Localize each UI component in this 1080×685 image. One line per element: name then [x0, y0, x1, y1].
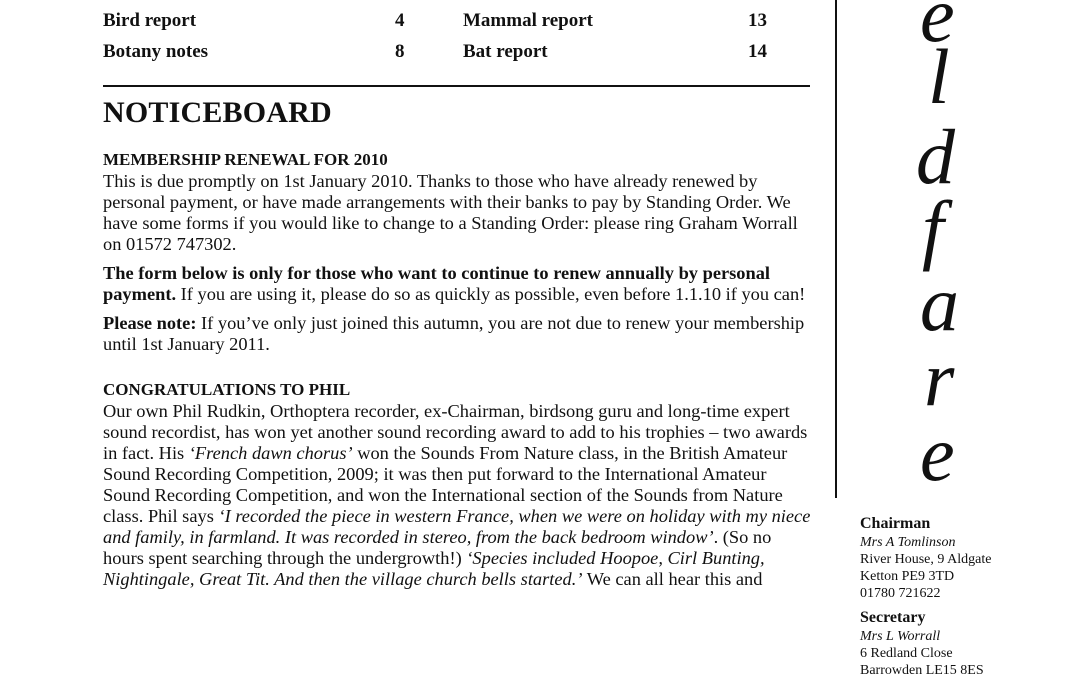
- contents-title[interactable]: Bat report: [463, 41, 548, 62]
- chairman-name: Mrs A Tomlinson: [860, 535, 956, 550]
- body-text: If you are using it, please do so as quickly as possible, even before 1.1.10 if you can!: [176, 284, 806, 304]
- masthead-title: [860, 0, 1020, 500]
- secretary-address-line: Barrowden LE15 8ES: [860, 663, 984, 678]
- secretary-address-line: 6 Redland Close: [860, 646, 953, 661]
- contents-table: [103, 0, 810, 85]
- column-divider: [835, 0, 837, 498]
- italic-text: ‘Species included Hoopoe, Cirl Bunting, Nightingale, Great Tit. And then the village church bells started.’: [103, 548, 765, 589]
- chairman-phone: 01780 721622: [860, 586, 941, 601]
- masthead-letter: d: [916, 113, 955, 200]
- chairman-address-line: Ketton PE9 3TD: [860, 569, 955, 584]
- italic-text: ‘French dawn chorus’: [188, 443, 353, 463]
- chairman-block: [860, 514, 1075, 602]
- masthead-letter: a: [920, 260, 959, 347]
- italic-text: ‘I recorded the piece in western France, when we were on holiday with my niece and family, in farmland. It was recorded in stereo, from the back bedroom window’: [103, 506, 811, 547]
- masthead-letter: e: [920, 410, 955, 497]
- body-text: . (So no hours spent searching through the undergrowth!): [103, 527, 772, 568]
- body-text: If you’ve only just joined this autumn, you are not due to renew your membership until 1st January 2011.: [103, 313, 805, 354]
- main-column: [103, 97, 815, 590]
- secretary-block: [860, 608, 1075, 679]
- chairman-heading: Chairman: [860, 515, 931, 532]
- contents-title[interactable]: Mammal report: [463, 10, 593, 31]
- contents-page: 13: [748, 10, 767, 31]
- masthead-letter: r: [924, 335, 955, 422]
- masthead-letter: l: [928, 33, 950, 120]
- contents-row: [103, 10, 810, 40]
- chairman-address-line: River House, 9 Aldgate: [860, 552, 992, 567]
- membership-form-note: [103, 263, 815, 305]
- bold-text: The form below is only for those who want to continue to renew annually by personal payment.: [103, 263, 771, 304]
- congratulations-heading: CONGRATULATIONS TO PHIL: [103, 380, 351, 399]
- contents-row: [103, 41, 810, 71]
- masthead-letter: e: [920, 0, 955, 58]
- congratulations-paragraph: [103, 401, 815, 590]
- body-text: won the Sounds From Nature class, in the British Amateur Sound Recording Competition, 2009; it was then put forward to the International Amateur Sound Recording Competition, and won the International section of the Sounds from Nature class. Phil says: [103, 443, 788, 526]
- contents-page: 14: [748, 41, 767, 62]
- contents-page: 8: [395, 41, 405, 62]
- bold-text: Please note:: [103, 313, 197, 333]
- masthead-letter: f: [922, 185, 944, 272]
- contents-page: 4: [395, 10, 405, 31]
- officers-sidebar: [860, 514, 1075, 685]
- membership-paragraph: This is due promptly on 1st January 2010. Thanks to those who have already renewed by personal payment, or have made arrangements with their banks to pay by Standing Order. We have some forms if you would like to change to a Standing Order: please ring Graham Worrall on 01572 747302.: [103, 171, 798, 254]
- secretary-name: Mrs L Worrall: [860, 629, 941, 644]
- body-text: We can all hear this and: [582, 569, 763, 589]
- membership-note: [103, 313, 815, 355]
- contents-title[interactable]: Botany notes: [103, 41, 209, 62]
- secretary-heading: Secretary: [860, 609, 926, 626]
- section-title: NOTICEBOARD: [103, 96, 332, 129]
- membership-heading: MEMBERSHIP RENEWAL FOR 2010: [103, 150, 388, 169]
- contents-title[interactable]: Bird report: [103, 10, 197, 31]
- contents-divider: [103, 85, 810, 87]
- body-text: Our own Phil Rudkin, Orthoptera recorder, ex-Chairman, birdsong guru and long-time expert sound recordist, has won yet another sound recording award to add to his trophies – two awards in fact. His: [103, 401, 808, 463]
